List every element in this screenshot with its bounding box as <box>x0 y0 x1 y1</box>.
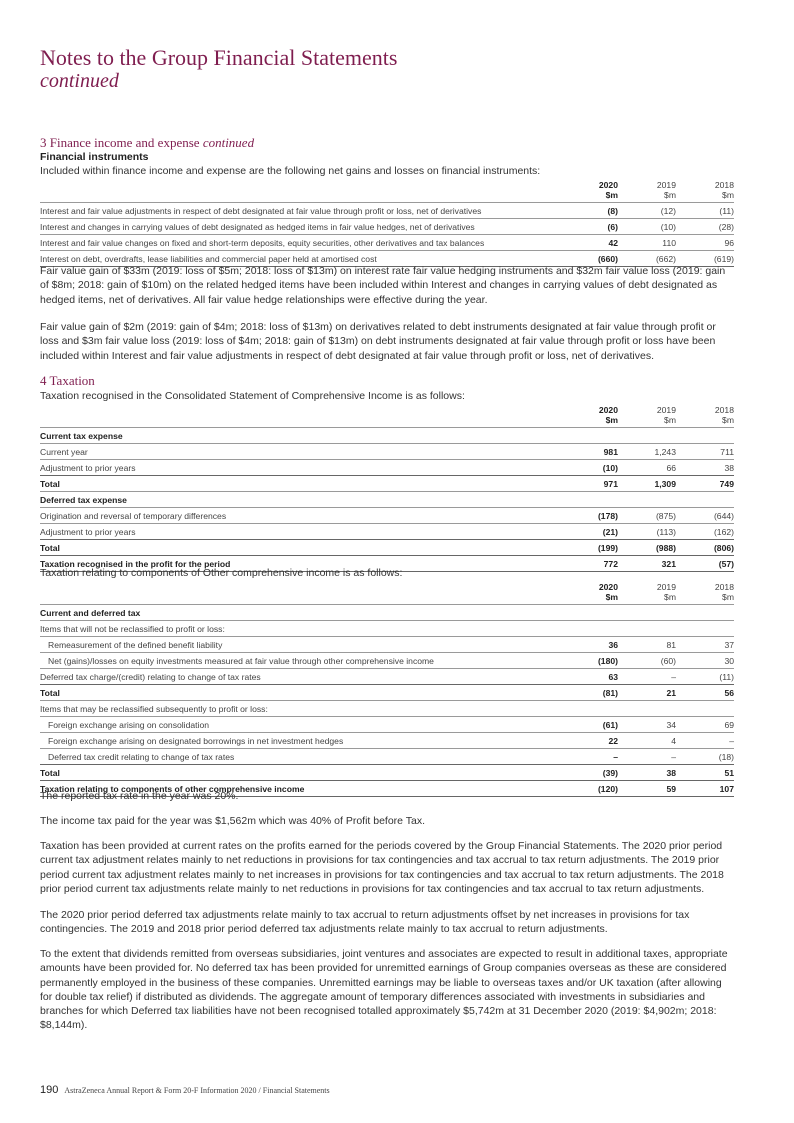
page-subtitle: continued <box>40 70 119 92</box>
tax-paid-paragraph: The income tax paid for the year was $1,562m which was 40% of Profit before Tax. <box>40 815 426 827</box>
section-finance-income <box>40 135 734 267</box>
table-row: Adjustment to prior years (10) 66 38 <box>40 460 734 476</box>
dividends-paragraph: To the extent that dividends remitted from overseas subsidiaries, joint ventures and associates are expected to result in additional taxes, appropriate amounts have been provided for. No deferred tax has been provided for unremitted earnings of Group companies overseas as these are considered permanently employed in the business of these companies. Unremitted earnings may be liable to overseas taxes and/or UK taxation (after allowing for double tax relief) if distributed as dividends. The aggregate amount of temporary differences associated with investments in subsidiaries and branches for which Deferred tax liabilities have not been recognised totalled approximately $5,742m at 31 December 2020 (2019: $4,902m; 2018: $8,144m). <box>40 948 728 1032</box>
section-heading: 3 Finance income and expense continued <box>40 135 255 150</box>
table-row: Foreign exchange arising on designated borrowings in net investment hedges 22 4 – <box>40 733 734 749</box>
oci-section <box>40 566 734 797</box>
table-row: Interest and fair value adjustments in respect of debt designated at fair value through profit or loss, net of derivatives (8) (12) (11) <box>40 203 734 219</box>
financial-instruments-table <box>40 178 734 267</box>
table-group-heading: Deferred tax expense <box>40 492 734 508</box>
table-row: Adjustment to prior years (21) (113) (162) <box>40 524 734 540</box>
col-2020: 2020 $m <box>598 582 618 602</box>
page-footer <box>40 1084 330 1096</box>
table-grand-total-row: Taxation recognised in the profit for the period 772 321 (57) <box>40 556 734 572</box>
table-total-row: Total (199) (988) (806) <box>40 540 734 556</box>
prior-period-deferred-paragraph: The 2020 prior period deferred tax adjustments relate mainly to tax accrual to return adjustments offset by net increases in provisions for tax contingencies. The 2019 and 2018 prior period deferred tax adjustments relate mainly to tax accrual to return adjustments. <box>40 909 690 936</box>
section-intro: Taxation relating to components of Other comprehensive income is as follows: <box>40 567 403 579</box>
table-total-row: Total (81) 21 56 <box>40 685 734 701</box>
fair-value-paragraph-2: Fair value gain of $2m (2019: gain of $4m; 2018: loss of $13m) on derivatives related to debt instruments designated at fair value through profit or loss and $3m fair value loss (2019: loss of $4m; 2018: gain of $13m) on debt instruments designated at fair value through profit or loss have been included within Interest and fair value adjustments in respect of debt designated at fair value through profit or loss, net of derivatives. <box>40 321 716 362</box>
table-row: Interest and fair value changes on fixed and short-term deposits, equity securities, other derivatives and tax balances 42 110 96 <box>40 235 734 251</box>
table-header <box>40 178 734 203</box>
table-row: Interest on debt, overdrafts, lease liabilities and commercial paper held at amortised cost (660) (662) (619) <box>40 251 734 267</box>
section-taxation <box>40 373 734 572</box>
taxation-table <box>40 403 734 572</box>
col-2019: 2019 $m <box>656 582 676 602</box>
col-2020: 2020 $m <box>598 405 618 425</box>
table-row: Foreign exchange arising on consolidation (61) 34 69 <box>40 717 734 733</box>
table-row: Net (gains)/losses on equity investments measured at fair value through other comprehensive income (180) (60) 30 <box>40 653 734 669</box>
table-total-row: Total 971 1,309 749 <box>40 476 734 492</box>
col-2018: 2018 $m <box>714 405 734 425</box>
table-grand-total-row: Taxation relating to components of other comprehensive income (120) 59 107 <box>40 781 734 797</box>
table-row: Current year 981 1,243 711 <box>40 444 734 460</box>
table-total-row: Total (39) 38 51 <box>40 765 734 781</box>
col-2019: 2019 $m <box>656 405 676 425</box>
section-intro: Taxation recognised in the Consolidated Statement of Comprehensive Income is as follows: <box>40 390 465 402</box>
table-row: Deferred tax charge/(credit) relating to change of tax rates 63 – (11) <box>40 669 734 685</box>
page-title: Notes to the Group Financial Statements <box>40 45 398 70</box>
table-header <box>40 403 734 428</box>
col-2018: 2018 $m <box>714 582 734 602</box>
tax-rate-paragraph: The reported tax rate in the year was 20%. <box>40 790 239 802</box>
table-row: Deferred tax credit relating to change of tax rates – – (18) <box>40 749 734 765</box>
page-number: 190 <box>40 1084 59 1096</box>
footer-text: AstraZeneca Annual Report & Form 20-F Information 2020 / Financial Statements <box>64 1086 330 1095</box>
table-group-heading: Current tax expense <box>40 428 734 444</box>
section-intro: Included within finance income and expense are the following net gains and losses on financial instruments: <box>40 165 541 177</box>
table-group-heading: Current and deferred tax <box>40 605 734 621</box>
section-heading: 4 Taxation <box>40 373 95 388</box>
table-row: Origination and reversal of temporary differences (178) (875) (644) <box>40 508 734 524</box>
col-2020: 2020 $m <box>598 180 618 200</box>
fair-value-paragraph-1: Fair value gain of $33m (2019: loss of $5m; 2018: loss of $13m) on interest rate fair value hedging instruments and $32m fair value loss (2019: gain of $8m; 2018: gain of $10m) on the related hedged items have been included within Interest and changes in carrying values of debt designated as hedged items, net of derivatives. All fair value hedge relationships were effective during the year. <box>40 265 726 306</box>
oci-taxation-table <box>40 580 734 797</box>
col-2019: 2019 $m <box>656 180 676 200</box>
col-2018: 2018 $m <box>714 180 734 200</box>
table-row: Interest and changes in carrying values of debt designated as hedged items in fair value hedges, net of derivatives (6) (10) (28) <box>40 219 734 235</box>
section-subheading: Financial instruments <box>40 151 149 163</box>
table-subgroup-label: Items that may be reclassified subsequently to profit or loss: <box>40 701 734 717</box>
table-row: Remeasurement of the defined benefit liability 36 81 37 <box>40 637 734 653</box>
table-header <box>40 580 734 605</box>
prior-period-current-paragraph: Taxation has been provided at current rates on the profits earned for the periods covered by the Group Financial Statements. The 2020 prior period current tax adjustment relates mainly to net reductions in provisions for tax contingencies and tax accrual to tax return adjustments. The 2019 prior period current tax adjustment relates mainly to net increases in provisions for tax contingencies and tax accrual to tax return adjustments. The 2018 prior period current tax adjustments relate mainly to net reductions in provisions for tax contingencies and tax accrual to tax return adjustments. <box>40 840 724 895</box>
table-subgroup-label: Items that will not be reclassified to profit or loss: <box>40 621 734 637</box>
